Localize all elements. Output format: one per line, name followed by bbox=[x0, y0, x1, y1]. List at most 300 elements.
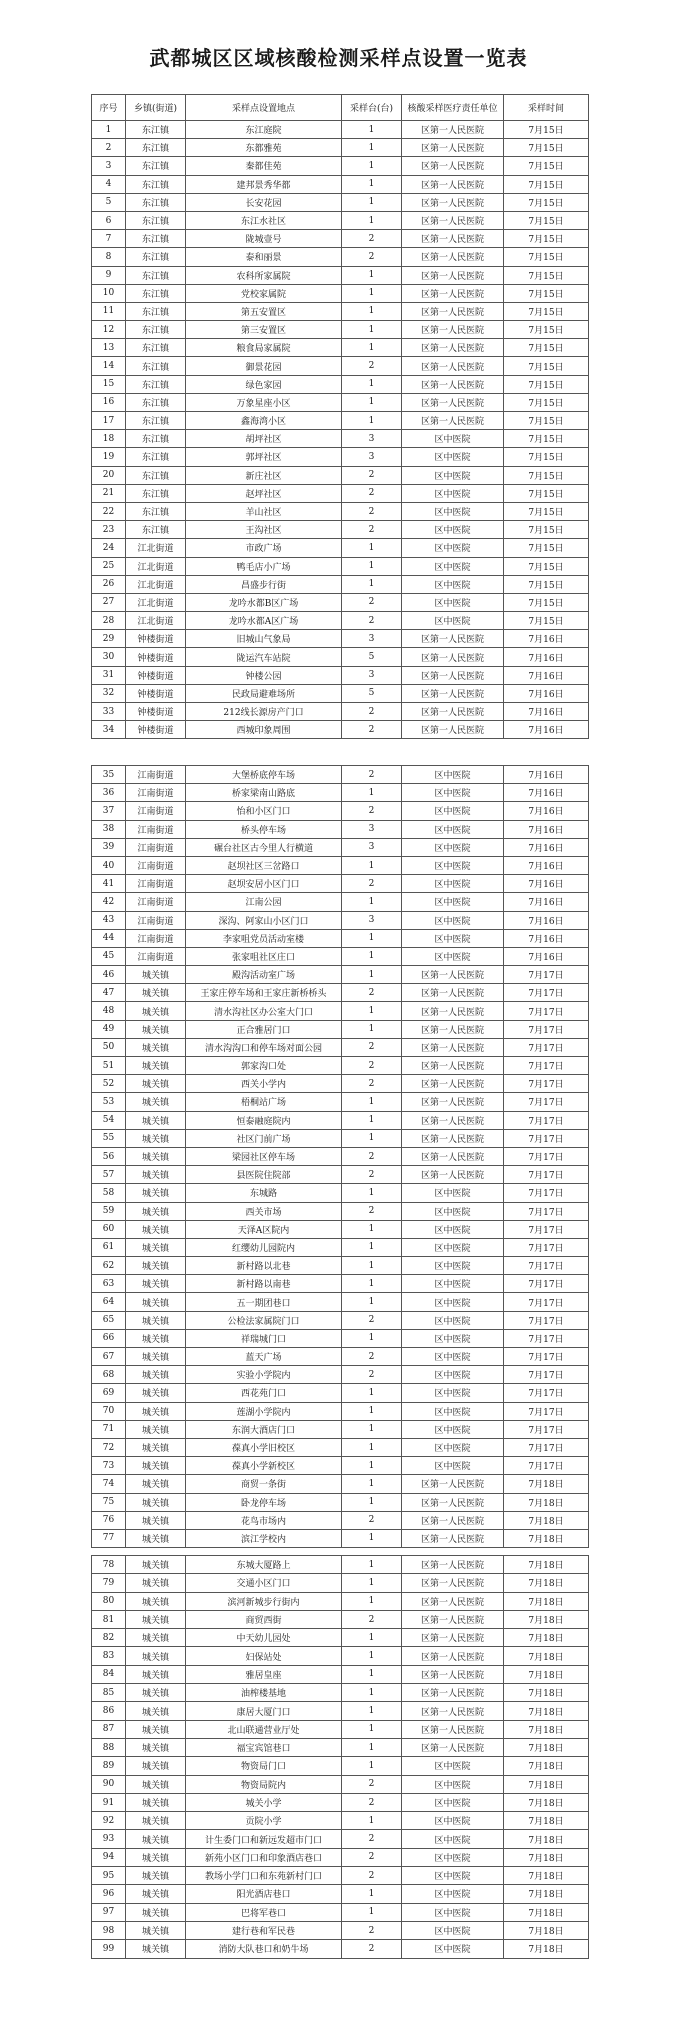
cell-location: 鑫海湾小区 bbox=[186, 412, 342, 430]
cell-stations: 1 bbox=[342, 1493, 402, 1511]
cell-location: 东城路 bbox=[186, 1184, 342, 1202]
cell-stations: 1 bbox=[342, 1293, 402, 1311]
cell-town: 城关镇 bbox=[126, 1329, 186, 1347]
cell-unit: 区第一人民医院 bbox=[402, 630, 504, 648]
cell-seq: 20 bbox=[92, 466, 126, 484]
table-row bbox=[92, 875, 589, 893]
cell-date: 7月17日 bbox=[504, 1184, 589, 1202]
table-row bbox=[92, 1921, 589, 1939]
cell-stations: 1 bbox=[342, 1647, 402, 1665]
cell-town: 城关镇 bbox=[126, 1684, 186, 1702]
cell-seq: 40 bbox=[92, 856, 126, 874]
sampling-table-part-1 bbox=[91, 94, 589, 739]
cell-date: 7月17日 bbox=[504, 1202, 589, 1220]
table-row bbox=[92, 1293, 589, 1311]
table-row bbox=[92, 766, 589, 784]
cell-date: 7月18日 bbox=[504, 1665, 589, 1683]
cell-date: 7月18日 bbox=[504, 1720, 589, 1738]
cell-location: 殿沟活动室广场 bbox=[186, 966, 342, 984]
cell-seq: 74 bbox=[92, 1475, 126, 1493]
cell-town: 城关镇 bbox=[126, 1757, 186, 1775]
cell-location: 花鸟市场内 bbox=[186, 1511, 342, 1529]
cell-unit: 区中医院 bbox=[402, 521, 504, 539]
table-row bbox=[92, 911, 589, 929]
cell-location: 王家庄停车场和王家庄新桥桥头 bbox=[186, 984, 342, 1002]
cell-date: 7月15日 bbox=[504, 539, 589, 557]
cell-unit: 区中医院 bbox=[402, 1402, 504, 1420]
cell-seq: 62 bbox=[92, 1257, 126, 1275]
cell-location: 东江庭院 bbox=[186, 121, 342, 139]
cell-location: 中天幼儿园处 bbox=[186, 1629, 342, 1647]
cell-town: 江北街道 bbox=[126, 557, 186, 575]
cell-location: 卧龙停车场 bbox=[186, 1493, 342, 1511]
cell-seq: 31 bbox=[92, 666, 126, 684]
cell-location: 蓝天广场 bbox=[186, 1348, 342, 1366]
table-row bbox=[92, 1093, 589, 1111]
cell-unit: 区第一人民医院 bbox=[402, 703, 504, 721]
cell-stations: 2 bbox=[342, 1311, 402, 1329]
cell-seq: 15 bbox=[92, 375, 126, 393]
cell-location: 祥瑞城门口 bbox=[186, 1329, 342, 1347]
cell-stations: 2 bbox=[342, 1038, 402, 1056]
cell-town: 城关镇 bbox=[126, 1202, 186, 1220]
cell-seq: 19 bbox=[92, 448, 126, 466]
cell-town: 城关镇 bbox=[126, 1592, 186, 1610]
cell-seq: 96 bbox=[92, 1885, 126, 1903]
cell-seq: 66 bbox=[92, 1329, 126, 1347]
cell-seq: 13 bbox=[92, 339, 126, 357]
cell-date: 7月17日 bbox=[504, 1020, 589, 1038]
cell-town: 城关镇 bbox=[126, 1020, 186, 1038]
cell-stations: 1 bbox=[342, 1556, 402, 1574]
cell-unit: 区第一人民医院 bbox=[402, 1629, 504, 1647]
cell-stations: 1 bbox=[342, 966, 402, 984]
cell-town: 东江镇 bbox=[126, 466, 186, 484]
cell-unit: 区第一人民医院 bbox=[402, 266, 504, 284]
cell-unit: 区第一人民医院 bbox=[402, 211, 504, 229]
cell-town: 钟楼街道 bbox=[126, 684, 186, 702]
cell-stations: 2 bbox=[342, 1921, 402, 1939]
cell-date: 7月17日 bbox=[504, 1275, 589, 1293]
table-row bbox=[92, 1184, 589, 1202]
cell-unit: 区中医院 bbox=[402, 784, 504, 802]
cell-stations: 2 bbox=[342, 721, 402, 739]
cell-seq: 68 bbox=[92, 1366, 126, 1384]
table-row bbox=[92, 121, 589, 139]
table-row bbox=[92, 1574, 589, 1592]
cell-town: 江南街道 bbox=[126, 947, 186, 965]
cell-location: 万象星座小区 bbox=[186, 393, 342, 411]
cell-seq: 16 bbox=[92, 393, 126, 411]
cell-stations: 1 bbox=[342, 1629, 402, 1647]
cell-seq: 21 bbox=[92, 484, 126, 502]
table-row bbox=[92, 430, 589, 448]
cell-location: 阳光酒店巷口 bbox=[186, 1885, 342, 1903]
cell-location: 新村路以南巷 bbox=[186, 1275, 342, 1293]
cell-seq: 25 bbox=[92, 557, 126, 575]
cell-date: 7月15日 bbox=[504, 393, 589, 411]
cell-town: 江南街道 bbox=[126, 893, 186, 911]
cell-stations: 3 bbox=[342, 666, 402, 684]
cell-unit: 区中医院 bbox=[402, 1238, 504, 1256]
cell-date: 7月15日 bbox=[504, 521, 589, 539]
cell-location: 东城大厦路上 bbox=[186, 1556, 342, 1574]
cell-seq: 61 bbox=[92, 1238, 126, 1256]
header-town: 乡镇(街道) bbox=[126, 95, 186, 121]
cell-date: 7月15日 bbox=[504, 175, 589, 193]
cell-stations: 3 bbox=[342, 448, 402, 466]
cell-town: 江南街道 bbox=[126, 875, 186, 893]
table-row bbox=[92, 984, 589, 1002]
cell-date: 7月16日 bbox=[504, 766, 589, 784]
table-row bbox=[92, 1556, 589, 1574]
cell-location: 城关小学 bbox=[186, 1793, 342, 1811]
cell-stations: 2 bbox=[342, 1511, 402, 1529]
cell-unit: 区中医院 bbox=[402, 1940, 504, 1958]
cell-seq: 12 bbox=[92, 321, 126, 339]
cell-location: 油榨楼基地 bbox=[186, 1684, 342, 1702]
cell-unit: 区第一人民医院 bbox=[402, 1057, 504, 1075]
cell-town: 城关镇 bbox=[126, 1610, 186, 1628]
cell-date: 7月18日 bbox=[504, 1793, 589, 1811]
cell-date: 7月17日 bbox=[504, 1329, 589, 1347]
cell-unit: 区中医院 bbox=[402, 430, 504, 448]
cell-stations: 1 bbox=[342, 1684, 402, 1702]
cell-town: 城关镇 bbox=[126, 1384, 186, 1402]
cell-unit: 区第一人民医院 bbox=[402, 1111, 504, 1129]
cell-stations: 2 bbox=[342, 357, 402, 375]
cell-seq: 99 bbox=[92, 1940, 126, 1958]
cell-seq: 98 bbox=[92, 1921, 126, 1939]
table-row bbox=[92, 593, 589, 611]
cell-location: 巴将军巷口 bbox=[186, 1903, 342, 1921]
cell-date: 7月15日 bbox=[504, 266, 589, 284]
table-row bbox=[92, 175, 589, 193]
cell-unit: 区中医院 bbox=[402, 575, 504, 593]
cell-stations: 2 bbox=[342, 484, 402, 502]
cell-unit: 区中医院 bbox=[402, 1257, 504, 1275]
cell-location: 长安花园 bbox=[186, 193, 342, 211]
cell-date: 7月16日 bbox=[504, 784, 589, 802]
cell-seq: 41 bbox=[92, 875, 126, 893]
cell-seq: 82 bbox=[92, 1629, 126, 1647]
cell-date: 7月18日 bbox=[504, 1592, 589, 1610]
cell-stations: 1 bbox=[342, 557, 402, 575]
cell-unit: 区中医院 bbox=[402, 1275, 504, 1293]
cell-stations: 1 bbox=[342, 284, 402, 302]
cell-date: 7月17日 bbox=[504, 1457, 589, 1475]
cell-stations: 5 bbox=[342, 648, 402, 666]
cell-date: 7月17日 bbox=[504, 1075, 589, 1093]
cell-stations: 1 bbox=[342, 393, 402, 411]
cell-location: 党校家属院 bbox=[186, 284, 342, 302]
cell-date: 7月16日 bbox=[504, 802, 589, 820]
table-row bbox=[92, 466, 589, 484]
cell-date: 7月16日 bbox=[504, 911, 589, 929]
cell-date: 7月15日 bbox=[504, 412, 589, 430]
cell-unit: 区第一人民医院 bbox=[402, 1020, 504, 1038]
cell-seq: 42 bbox=[92, 893, 126, 911]
cell-town: 城关镇 bbox=[126, 1293, 186, 1311]
cell-unit: 区中医院 bbox=[402, 1757, 504, 1775]
cell-unit: 区中医院 bbox=[402, 875, 504, 893]
cell-unit: 区中医院 bbox=[402, 1366, 504, 1384]
table-row bbox=[92, 302, 589, 320]
cell-unit: 区中医院 bbox=[402, 1848, 504, 1866]
cell-date: 7月15日 bbox=[504, 612, 589, 630]
cell-stations: 2 bbox=[342, 875, 402, 893]
cell-unit: 区中医院 bbox=[402, 1348, 504, 1366]
cell-date: 7月15日 bbox=[504, 484, 589, 502]
cell-date: 7月18日 bbox=[504, 1921, 589, 1939]
cell-date: 7月18日 bbox=[504, 1574, 589, 1592]
cell-town: 城关镇 bbox=[126, 1793, 186, 1811]
cell-unit: 区中医院 bbox=[402, 1921, 504, 1939]
cell-unit: 区中医院 bbox=[402, 1830, 504, 1848]
cell-stations: 1 bbox=[342, 1257, 402, 1275]
cell-date: 7月17日 bbox=[504, 1038, 589, 1056]
cell-unit: 区第一人民医院 bbox=[402, 1574, 504, 1592]
cell-seq: 28 bbox=[92, 612, 126, 630]
cell-town: 城关镇 bbox=[126, 1002, 186, 1020]
cell-location: 公检法家属院门口 bbox=[186, 1311, 342, 1329]
table-row bbox=[92, 802, 589, 820]
cell-date: 7月15日 bbox=[504, 121, 589, 139]
cell-location: 红缨幼儿园院内 bbox=[186, 1238, 342, 1256]
cell-seq: 80 bbox=[92, 1592, 126, 1610]
cell-town: 东江镇 bbox=[126, 266, 186, 284]
cell-seq: 35 bbox=[92, 766, 126, 784]
cell-seq: 34 bbox=[92, 721, 126, 739]
cell-seq: 49 bbox=[92, 1020, 126, 1038]
cell-unit: 区中医院 bbox=[402, 1184, 504, 1202]
cell-town: 城关镇 bbox=[126, 1529, 186, 1547]
cell-seq: 95 bbox=[92, 1867, 126, 1885]
cell-stations: 1 bbox=[342, 193, 402, 211]
cell-unit: 区中医院 bbox=[402, 1867, 504, 1885]
cell-seq: 6 bbox=[92, 211, 126, 229]
table-row bbox=[92, 1793, 589, 1811]
cell-location: 雅居皇座 bbox=[186, 1665, 342, 1683]
cell-stations: 1 bbox=[342, 1665, 402, 1683]
cell-town: 城关镇 bbox=[126, 1402, 186, 1420]
cell-town: 城关镇 bbox=[126, 1366, 186, 1384]
cell-stations: 1 bbox=[342, 302, 402, 320]
cell-stations: 1 bbox=[342, 1757, 402, 1775]
cell-date: 7月17日 bbox=[504, 1257, 589, 1275]
cell-unit: 区中医院 bbox=[402, 766, 504, 784]
cell-seq: 3 bbox=[92, 157, 126, 175]
cell-stations: 2 bbox=[342, 1166, 402, 1184]
cell-stations: 1 bbox=[342, 1275, 402, 1293]
cell-seq: 1 bbox=[92, 121, 126, 139]
table-row bbox=[92, 266, 589, 284]
table-row bbox=[92, 1702, 589, 1720]
cell-town: 城关镇 bbox=[126, 1885, 186, 1903]
cell-stations: 1 bbox=[342, 375, 402, 393]
cell-seq: 43 bbox=[92, 911, 126, 929]
cell-seq: 92 bbox=[92, 1812, 126, 1830]
cell-location: 张家咀社区庄口 bbox=[186, 947, 342, 965]
cell-location: 陇城壹号 bbox=[186, 230, 342, 248]
table-row bbox=[92, 539, 589, 557]
cell-town: 城关镇 bbox=[126, 1093, 186, 1111]
header-seq: 序号 bbox=[92, 95, 126, 121]
cell-unit: 区第一人民医院 bbox=[402, 1129, 504, 1147]
cell-date: 7月18日 bbox=[504, 1757, 589, 1775]
cell-seq: 46 bbox=[92, 966, 126, 984]
cell-unit: 区第一人民医院 bbox=[402, 393, 504, 411]
cell-location: 大堡桥底停车场 bbox=[186, 766, 342, 784]
cell-unit: 区第一人民医院 bbox=[402, 1684, 504, 1702]
cell-date: 7月16日 bbox=[504, 929, 589, 947]
table-row bbox=[92, 157, 589, 175]
cell-stations: 1 bbox=[342, 321, 402, 339]
cell-town: 城关镇 bbox=[126, 1166, 186, 1184]
table-row bbox=[92, 284, 589, 302]
cell-town: 城关镇 bbox=[126, 1921, 186, 1939]
cell-unit: 区中医院 bbox=[402, 947, 504, 965]
cell-location: 交通小区门口 bbox=[186, 1574, 342, 1592]
cell-stations: 1 bbox=[342, 1184, 402, 1202]
cell-town: 城关镇 bbox=[126, 1238, 186, 1256]
cell-seq: 67 bbox=[92, 1348, 126, 1366]
cell-seq: 36 bbox=[92, 784, 126, 802]
cell-town: 城关镇 bbox=[126, 966, 186, 984]
cell-seq: 71 bbox=[92, 1420, 126, 1438]
cell-date: 7月17日 bbox=[504, 1420, 589, 1438]
cell-date: 7月15日 bbox=[504, 157, 589, 175]
table-row bbox=[92, 339, 589, 357]
cell-location: 昌盛步行街 bbox=[186, 575, 342, 593]
cell-town: 城关镇 bbox=[126, 1057, 186, 1075]
cell-town: 城关镇 bbox=[126, 1275, 186, 1293]
cell-unit: 区第一人民医院 bbox=[402, 666, 504, 684]
cell-stations: 1 bbox=[342, 266, 402, 284]
cell-date: 7月16日 bbox=[504, 856, 589, 874]
cell-stations: 1 bbox=[342, 1702, 402, 1720]
cell-unit: 区第一人民医院 bbox=[402, 339, 504, 357]
cell-seq: 89 bbox=[92, 1757, 126, 1775]
cell-town: 城关镇 bbox=[126, 1647, 186, 1665]
cell-seq: 23 bbox=[92, 521, 126, 539]
cell-seq: 32 bbox=[92, 684, 126, 702]
table-row bbox=[92, 412, 589, 430]
cell-date: 7月15日 bbox=[504, 339, 589, 357]
cell-unit: 区中医院 bbox=[402, 448, 504, 466]
cell-town: 江南街道 bbox=[126, 929, 186, 947]
cell-unit: 区中医院 bbox=[402, 838, 504, 856]
cell-stations: 1 bbox=[342, 1129, 402, 1147]
cell-location: 梧桐站广场 bbox=[186, 1093, 342, 1111]
cell-seq: 24 bbox=[92, 539, 126, 557]
cell-date: 7月18日 bbox=[504, 1610, 589, 1628]
cell-unit: 区中医院 bbox=[402, 1457, 504, 1475]
cell-date: 7月15日 bbox=[504, 230, 589, 248]
cell-town: 江南街道 bbox=[126, 802, 186, 820]
cell-seq: 97 bbox=[92, 1903, 126, 1921]
cell-seq: 91 bbox=[92, 1793, 126, 1811]
cell-seq: 17 bbox=[92, 412, 126, 430]
cell-town: 东江镇 bbox=[126, 393, 186, 411]
cell-town: 东江镇 bbox=[126, 157, 186, 175]
cell-date: 7月17日 bbox=[504, 1384, 589, 1402]
cell-stations: 2 bbox=[342, 703, 402, 721]
cell-seq: 90 bbox=[92, 1775, 126, 1793]
cell-town: 钟楼街道 bbox=[126, 630, 186, 648]
cell-town: 城关镇 bbox=[126, 1475, 186, 1493]
cell-stations: 2 bbox=[342, 521, 402, 539]
cell-seq: 39 bbox=[92, 838, 126, 856]
cell-seq: 54 bbox=[92, 1111, 126, 1129]
cell-stations: 2 bbox=[342, 230, 402, 248]
cell-stations: 3 bbox=[342, 630, 402, 648]
cell-date: 7月17日 bbox=[504, 1220, 589, 1238]
cell-town: 城关镇 bbox=[126, 1457, 186, 1475]
table-row bbox=[92, 1420, 589, 1438]
cell-stations: 1 bbox=[342, 1592, 402, 1610]
cell-date: 7月16日 bbox=[504, 648, 589, 666]
cell-unit: 区第一人民医院 bbox=[402, 357, 504, 375]
table-row bbox=[92, 966, 589, 984]
cell-date: 7月18日 bbox=[504, 1493, 589, 1511]
cell-seq: 69 bbox=[92, 1384, 126, 1402]
cell-stations: 2 bbox=[342, 612, 402, 630]
cell-location: 西关小学内 bbox=[186, 1075, 342, 1093]
cell-unit: 区中医院 bbox=[402, 1420, 504, 1438]
cell-date: 7月17日 bbox=[504, 1111, 589, 1129]
cell-stations: 1 bbox=[342, 575, 402, 593]
table-header-row bbox=[92, 95, 589, 121]
table-row bbox=[92, 1529, 589, 1547]
cell-seq: 63 bbox=[92, 1275, 126, 1293]
cell-date: 7月17日 bbox=[504, 1129, 589, 1147]
table-row bbox=[92, 1475, 589, 1493]
table-row bbox=[92, 502, 589, 520]
cell-date: 7月17日 bbox=[504, 1366, 589, 1384]
cell-town: 江北街道 bbox=[126, 612, 186, 630]
cell-location: 李家咀党员活动室楼 bbox=[186, 929, 342, 947]
cell-stations: 3 bbox=[342, 911, 402, 929]
cell-location: 滨河新城步行街内 bbox=[186, 1592, 342, 1610]
cell-seq: 22 bbox=[92, 502, 126, 520]
cell-stations: 2 bbox=[342, 1366, 402, 1384]
table-row bbox=[92, 838, 589, 856]
table-row bbox=[92, 947, 589, 965]
cell-stations: 1 bbox=[342, 1111, 402, 1129]
table-row bbox=[92, 357, 589, 375]
cell-stations: 1 bbox=[342, 1220, 402, 1238]
cell-stations: 1 bbox=[342, 784, 402, 802]
cell-unit: 区第一人民医院 bbox=[402, 248, 504, 266]
cell-date: 7月18日 bbox=[504, 1848, 589, 1866]
cell-date: 7月17日 bbox=[504, 1166, 589, 1184]
cell-unit: 区中医院 bbox=[402, 856, 504, 874]
cell-location: 粮食局家属院 bbox=[186, 339, 342, 357]
cell-unit: 区第一人民医院 bbox=[402, 1475, 504, 1493]
cell-location: 碾台社区古今里人行横道 bbox=[186, 838, 342, 856]
cell-stations: 2 bbox=[342, 1147, 402, 1165]
cell-date: 7月18日 bbox=[504, 1629, 589, 1647]
cell-unit: 区中医院 bbox=[402, 466, 504, 484]
cell-unit: 区中医院 bbox=[402, 1220, 504, 1238]
cell-stations: 1 bbox=[342, 175, 402, 193]
cell-town: 江南街道 bbox=[126, 766, 186, 784]
cell-seq: 26 bbox=[92, 575, 126, 593]
cell-town: 城关镇 bbox=[126, 1702, 186, 1720]
cell-date: 7月18日 bbox=[504, 1647, 589, 1665]
header-stations: 采样台(台) bbox=[342, 95, 402, 121]
